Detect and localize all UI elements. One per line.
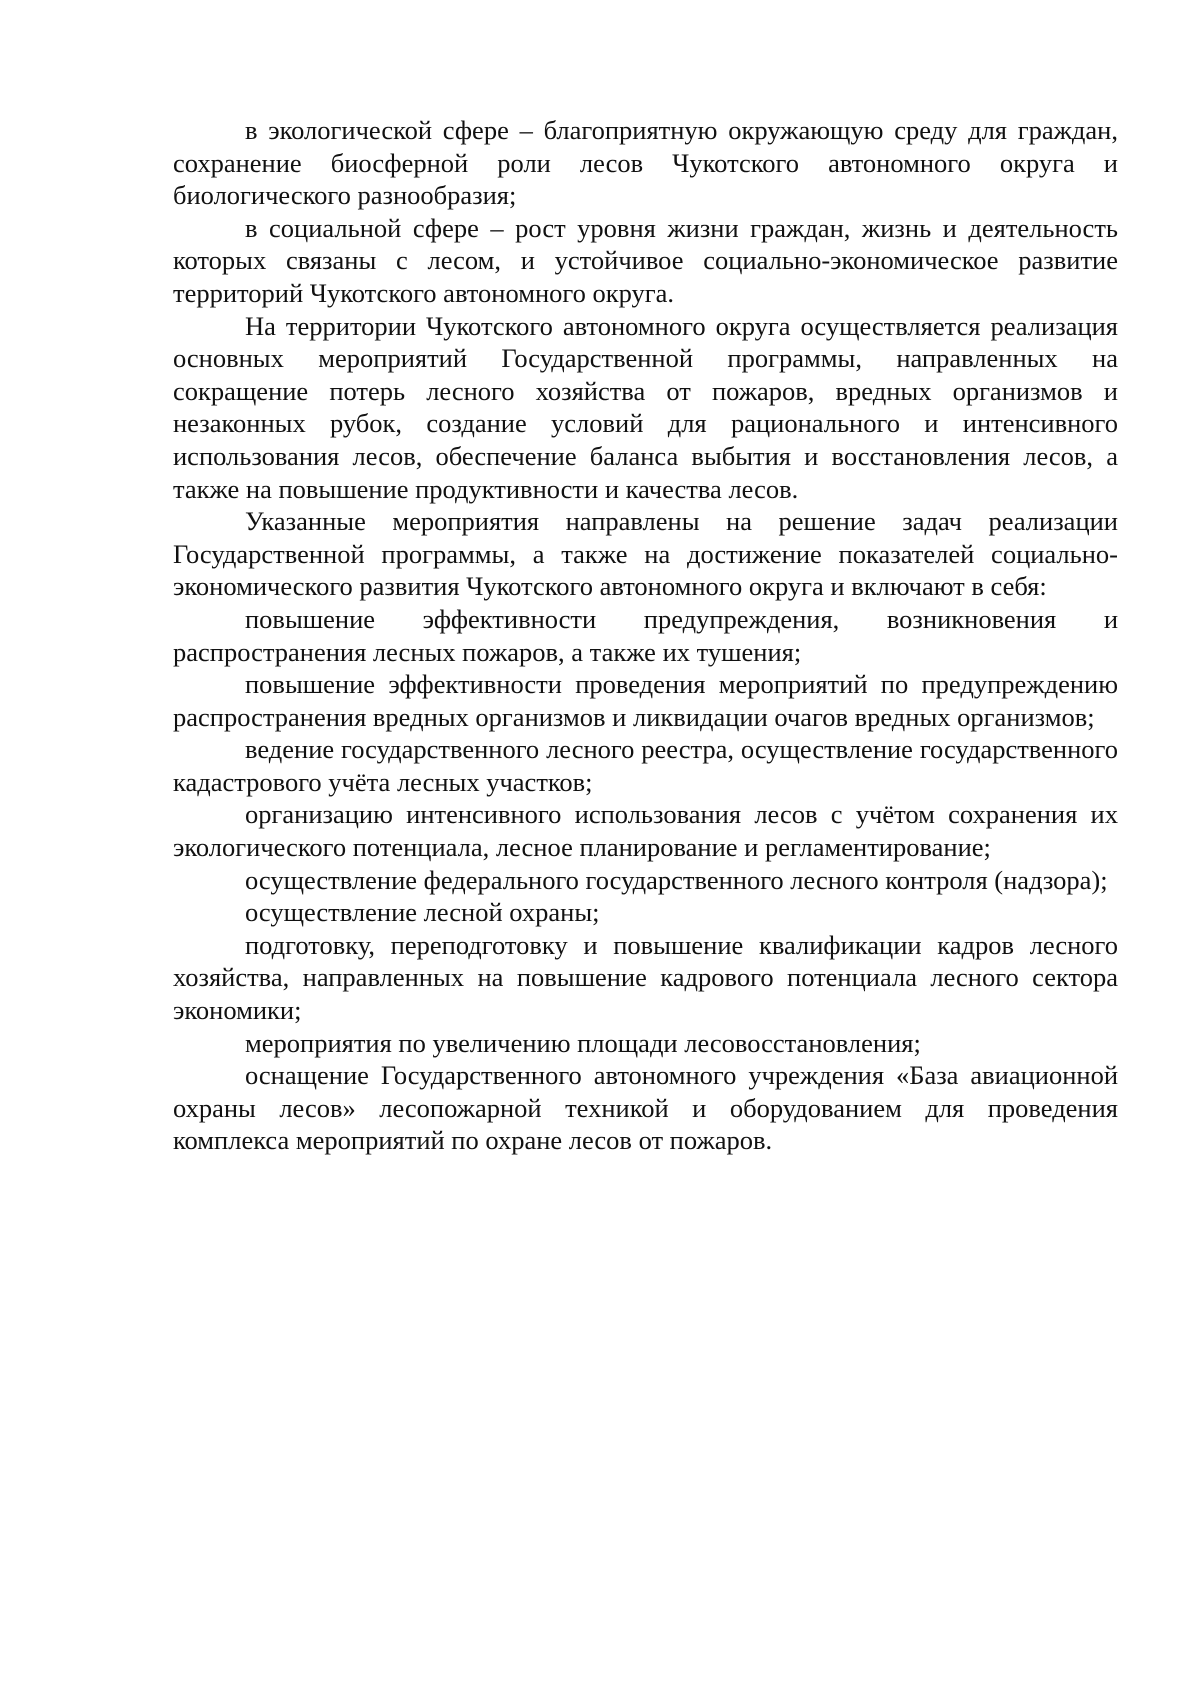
paragraph-program-implementation: На территории Чукотского автономного округа осуществляется реализация основных мероприятий Государственной программы, направленных на сокращение потерь лесного хозяйства от пожаров, вредных организмов и незаконных рубок, создание условий для рационального и интенсивного использования лесов, обеспечение баланса выбытия и восстановления лесов, а также на повышение продуктивности и качества лесов. [173,310,1118,504]
list-item-reforestation: мероприятия по увеличению площади лесовосстановления; [245,1027,921,1058]
list-item-intensive-use: организацию интенсивного использования лесов с учётом сохранения их экологического потенциала, лесное планирование и регламентирование; [173,799,1118,863]
document-body [173,114,1118,1157]
paragraph-measures-intro: Указанные мероприятия направлены на решение задач реализации Государственной программы, а также на достижение показателей социально-экономического развития Чукотского автономного округа и включают в себя: [173,506,1118,602]
list-item-pest-control: повышение эффективности проведения мероприятий по предупреждению распространения вредных организмов и ликвидации очагов вредных организмов; [173,669,1118,732]
list-item-forest-control: осуществление федерального государственного лесного контроля (надзора); [245,864,1108,895]
list-item-forest-registry: ведение государственного лесного реестра, осуществление государственного кадастрового учёта лесных участков; [173,734,1118,797]
paragraph-ecological-sphere: в экологической сфере – благоприятную окружающую среду для граждан, сохранение биосферной роли лесов Чукотского автономного округа и биологического разнообразия; [173,115,1118,211]
list-item-staff-training: подготовку, переподготовку и повышение квалификации кадров лесного хозяйства, направленных на повышение кадрового потенциала лесного сектора экономики; [173,929,1118,1026]
paragraph-social-sphere: в социальной сфере – рост уровня жизни граждан, жизнь и деятельность которых связаны с лесом, и устойчивое социально-экономическое развитие территорий Чукотского автономного округа. [173,212,1118,308]
list-item-fire-prevention: повышение эффективности предупреждения, возникновения и распространения лесных пожаров, а также их тушения; [173,603,1118,667]
list-item-forest-protection: осуществление лесной охраны; [245,897,600,928]
list-item-equipment: оснащение Государственного автономного учреждения «База авиационной охраны лесов» лесопожарной техникой и оборудованием для проведения комплекса мероприятий по охране лесов от пожаров. [173,1060,1118,1156]
